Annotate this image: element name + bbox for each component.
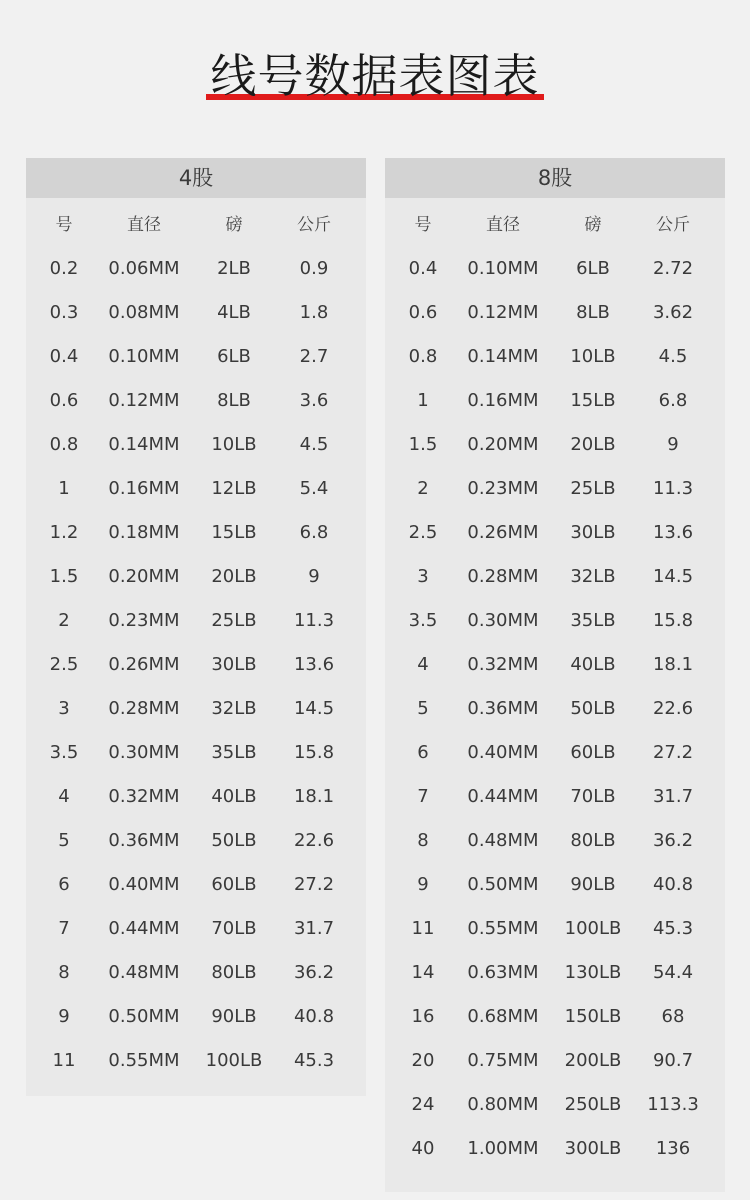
cell-kilograms: 15.8 [293,742,335,763]
table-row [385,511,725,555]
cell-diameter: 0.14MM [467,346,539,367]
table-row [26,863,366,907]
cell-pounds: 15LB [211,522,257,543]
cell-kilograms: 4.5 [299,434,329,455]
cell-pounds: 60LB [570,742,616,763]
cell-pounds: 20LB [570,434,616,455]
cell-pounds: 250LB [564,1094,622,1115]
cell-pounds: 100LB [205,1050,263,1071]
cell-diameter: 0.26MM [108,654,180,675]
cell-kilograms: 18.1 [652,654,694,675]
cell-size: 5 [417,698,429,719]
cell-size: 7 [58,918,70,939]
cell-size: 6 [58,874,70,895]
column-header-diameter: 直径 [486,215,520,235]
cell-diameter: 0.20MM [467,434,539,455]
cell-size: 2 [417,478,429,499]
column-header-size: 号 [414,215,432,235]
cell-diameter: 1.00MM [467,1138,539,1159]
table-row [26,775,366,819]
page-title: 线号数据表图表 [210,49,540,103]
table-header: 8股 [385,158,725,198]
cell-pounds: 300LB [564,1138,622,1159]
cell-kilograms: 13.6 [293,654,335,675]
table-row [26,467,366,511]
cell-kilograms: 9 [667,434,679,455]
cell-pounds: 70LB [211,918,257,939]
cell-size: 3 [58,698,70,719]
cell-size: 0.8 [408,346,438,367]
cell-size: 0.8 [49,434,79,455]
cell-kilograms: 45.3 [652,918,694,939]
cell-diameter: 0.32MM [108,786,180,807]
cell-kilograms: 113.3 [647,1094,699,1115]
cell-size: 0.4 [49,346,79,367]
cell-pounds: 25LB [211,610,257,631]
cell-diameter: 0.32MM [467,654,539,675]
cell-diameter: 0.18MM [108,522,180,543]
cell-pounds: 6LB [217,346,251,367]
cell-kilograms: 68 [661,1006,685,1027]
cell-kilograms: 27.2 [293,874,335,895]
table-body [26,247,366,1083]
table-row [385,951,725,995]
cell-kilograms: 2.72 [652,258,694,279]
cell-pounds: 32LB [211,698,257,719]
table-row [26,819,366,863]
cell-kilograms: 1.8 [299,302,329,323]
cell-diameter: 0.75MM [467,1050,539,1071]
table-body [385,247,725,1171]
cell-size: 1.2 [49,522,79,543]
cell-diameter: 0.44MM [108,918,180,939]
cell-pounds: 35LB [570,610,616,631]
column-header-size: 号 [55,215,73,235]
cell-pounds: 90LB [570,874,616,895]
cell-kilograms: 40.8 [652,874,694,895]
cell-kilograms: 36.2 [652,830,694,851]
table-row [26,643,366,687]
cell-size: 7 [417,786,429,807]
table-header: 4股 [26,158,366,198]
table-row [26,731,366,775]
cell-pounds: 10LB [211,434,257,455]
cell-diameter: 0.50MM [467,874,539,895]
cell-pounds: 15LB [570,390,616,411]
cell-size: 2.5 [49,654,79,675]
cell-size: 0.2 [49,258,79,279]
cell-diameter: 0.08MM [108,302,180,323]
cell-kilograms: 9 [308,566,320,587]
cell-pounds: 50LB [211,830,257,851]
table-row [385,555,725,599]
cell-size: 0.6 [408,302,438,323]
cell-diameter: 0.23MM [108,610,180,631]
cell-kilograms: 14.5 [652,566,694,587]
cell-kilograms: 54.4 [652,962,694,983]
cell-kilograms: 5.4 [299,478,329,499]
cell-size: 0.4 [408,258,438,279]
cell-size: 0.6 [49,390,79,411]
table-row [26,555,366,599]
table-row [385,643,725,687]
cell-diameter: 0.23MM [467,478,539,499]
cell-kilograms: 11.3 [652,478,694,499]
cell-diameter: 0.36MM [467,698,539,719]
cell-pounds: 50LB [570,698,616,719]
cell-size: 4 [417,654,429,675]
table-row [385,687,725,731]
cell-diameter: 0.28MM [467,566,539,587]
table-row [385,291,725,335]
cell-diameter: 0.55MM [108,1050,180,1071]
cell-size: 40 [411,1138,435,1159]
table-row [385,863,725,907]
cell-size: 14 [411,962,435,983]
cell-kilograms: 3.6 [299,390,329,411]
table-row [385,1039,725,1083]
table-row [385,1127,725,1171]
cell-size: 4 [58,786,70,807]
cell-kilograms: 45.3 [293,1050,335,1071]
cell-pounds: 12LB [211,478,257,499]
cell-kilograms: 6.8 [299,522,329,543]
cell-kilograms: 3.62 [652,302,694,323]
table-row [385,907,725,951]
cell-size: 1 [417,390,429,411]
cell-diameter: 0.48MM [467,830,539,851]
cell-pounds: 70LB [570,786,616,807]
cell-size: 6 [417,742,429,763]
cell-pounds: 100LB [564,918,622,939]
cell-pounds: 130LB [564,962,622,983]
column-headers [385,203,725,247]
cell-kilograms: 136 [655,1138,691,1159]
cell-diameter: 0.16MM [467,390,539,411]
cell-diameter: 0.12MM [467,302,539,323]
table-row [26,907,366,951]
cell-size: 11 [52,1050,76,1071]
cell-pounds: 25LB [570,478,616,499]
cell-diameter: 0.40MM [108,874,180,895]
cell-diameter: 0.36MM [108,830,180,851]
cell-pounds: 30LB [570,522,616,543]
table-row [385,379,725,423]
table-row [385,995,725,1039]
cell-kilograms: 22.6 [652,698,694,719]
cell-diameter: 0.48MM [108,962,180,983]
cell-diameter: 0.20MM [108,566,180,587]
cell-diameter: 0.30MM [108,742,180,763]
cell-kilograms: 13.6 [652,522,694,543]
cell-size: 5 [58,830,70,851]
cell-kilograms: 0.9 [299,258,329,279]
table-row [385,335,725,379]
cell-pounds: 40LB [211,786,257,807]
cell-pounds: 32LB [570,566,616,587]
cell-size: 2.5 [408,522,438,543]
cell-kilograms: 40.8 [293,1006,335,1027]
table-row [26,599,366,643]
cell-pounds: 200LB [564,1050,622,1071]
cell-size: 11 [411,918,435,939]
cell-size: 3.5 [408,610,438,631]
table-row [26,1039,366,1083]
cell-kilograms: 18.1 [293,786,335,807]
table-row [26,379,366,423]
cell-pounds: 8LB [217,390,251,411]
cell-kilograms: 31.7 [293,918,335,939]
column-header-pounds: 磅 [584,215,602,235]
cell-pounds: 60LB [211,874,257,895]
cell-pounds: 30LB [211,654,257,675]
cell-kilograms: 22.6 [293,830,335,851]
cell-size: 2 [58,610,70,631]
cell-size: 1.5 [408,434,438,455]
cell-diameter: 0.44MM [467,786,539,807]
table-row [385,467,725,511]
table-row [26,291,366,335]
cell-kilograms: 27.2 [652,742,694,763]
cell-size: 9 [417,874,429,895]
cell-pounds: 2LB [217,258,251,279]
cell-diameter: 0.40MM [467,742,539,763]
cell-pounds: 90LB [211,1006,257,1027]
cell-diameter: 0.80MM [467,1094,539,1115]
table-row [26,335,366,379]
cell-size: 16 [411,1006,435,1027]
cell-diameter: 0.10MM [467,258,539,279]
cell-pounds: 150LB [564,1006,622,1027]
table-row [385,819,725,863]
cell-kilograms: 15.8 [652,610,694,631]
table-8-strand [385,158,725,1192]
cell-pounds: 8LB [576,302,610,323]
cell-size: 1 [58,478,70,499]
cell-pounds: 6LB [576,258,610,279]
cell-diameter: 0.10MM [108,346,180,367]
cell-kilograms: 14.5 [293,698,335,719]
table-row [385,775,725,819]
cell-pounds: 40LB [570,654,616,675]
cell-diameter: 0.28MM [108,698,180,719]
page-title-block [0,44,750,114]
cell-size: 8 [58,962,70,983]
table-row [26,995,366,1039]
column-header-kilograms: 公斤 [656,215,690,235]
table-row [385,247,725,291]
table-4-strand [26,158,366,1096]
column-header-pounds: 磅 [225,215,243,235]
cell-kilograms: 2.7 [299,346,329,367]
cell-kilograms: 36.2 [293,962,335,983]
cell-size: 24 [411,1094,435,1115]
cell-diameter: 0.55MM [467,918,539,939]
table-row [385,1083,725,1127]
cell-diameter: 0.68MM [467,1006,539,1027]
cell-diameter: 0.16MM [108,478,180,499]
cell-pounds: 20LB [211,566,257,587]
table-row [26,247,366,291]
cell-diameter: 0.14MM [108,434,180,455]
column-headers [26,203,366,247]
cell-pounds: 80LB [211,962,257,983]
cell-size: 8 [417,830,429,851]
table-row [26,511,366,555]
cell-pounds: 10LB [570,346,616,367]
cell-pounds: 35LB [211,742,257,763]
cell-size: 0.3 [49,302,79,323]
table-row [26,423,366,467]
cell-size: 3 [417,566,429,587]
column-header-diameter: 直径 [127,215,161,235]
cell-size: 9 [58,1006,70,1027]
cell-kilograms: 4.5 [658,346,688,367]
cell-size: 1.5 [49,566,79,587]
table-row [385,599,725,643]
table-row [26,951,366,995]
cell-size: 20 [411,1050,435,1071]
cell-diameter: 0.26MM [467,522,539,543]
cell-kilograms: 6.8 [658,390,688,411]
cell-size: 3.5 [49,742,79,763]
table-row [385,731,725,775]
cell-pounds: 4LB [217,302,251,323]
cell-kilograms: 11.3 [293,610,335,631]
cell-diameter: 0.30MM [467,610,539,631]
cell-diameter: 0.06MM [108,258,180,279]
cell-kilograms: 90.7 [652,1050,694,1071]
cell-kilograms: 31.7 [652,786,694,807]
table-row [26,687,366,731]
cell-pounds: 80LB [570,830,616,851]
table-row [385,423,725,467]
cell-diameter: 0.12MM [108,390,180,411]
column-header-kilograms: 公斤 [297,215,331,235]
cell-diameter: 0.63MM [467,962,539,983]
cell-diameter: 0.50MM [108,1006,180,1027]
